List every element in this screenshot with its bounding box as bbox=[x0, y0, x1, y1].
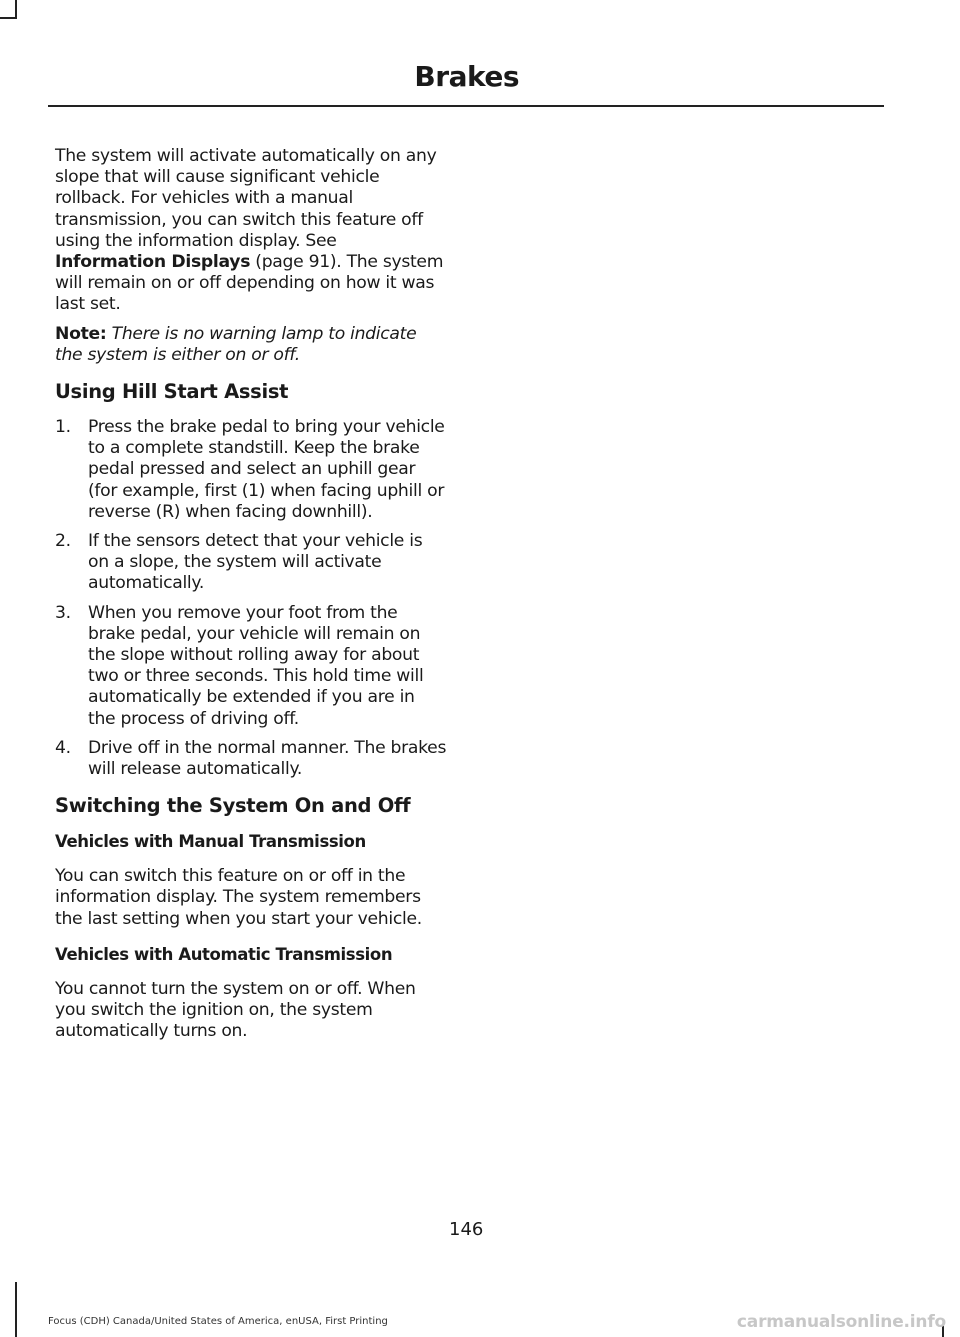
page-number: 146 bbox=[449, 1219, 484, 1240]
step-number: 3. bbox=[55, 602, 71, 623]
intro-text-2: (page 91). The system will remain on or off depending on how it was last set. bbox=[55, 252, 444, 315]
note-text: There is no warning lamp to indicate the system is either on or off. bbox=[55, 323, 417, 365]
section-heading-switching: Switching the System On and Off bbox=[55, 794, 411, 818]
list-item bbox=[55, 603, 447, 730]
automatic-paragraph: You cannot turn the system on or off. When you switch the ignition on, the system automatically turns on. bbox=[55, 978, 416, 1042]
crop-mark-top-left-h bbox=[0, 17, 17, 19]
list-item bbox=[55, 531, 447, 595]
intro-text-1: The system will activate automatically on any slope that will cause significant vehicle rollback. For vehicles with a manual transmission, you can switch this feature off using the information display. See bbox=[55, 146, 437, 251]
step-number: 2. bbox=[55, 531, 71, 552]
note-paragraph bbox=[55, 324, 447, 366]
intro-paragraph bbox=[55, 146, 447, 316]
header-divider bbox=[48, 105, 884, 107]
step-text: If the sensors detect that your vehicle is on a slope, the system will activate automatically. bbox=[88, 531, 423, 594]
manual-paragraph: You can switch this feature on or off in the information display. The system remembers the last setting when you start your vehicle. bbox=[55, 866, 422, 929]
step-text: When you remove your foot from the brake pedal, your vehicle will remain on the slope without rolling away for about two or three seconds. This hold time will automatically be extended if you are in the process of driving off. bbox=[88, 602, 424, 729]
subheading-manual: Vehicles with Manual Transmission bbox=[55, 832, 366, 852]
main-column bbox=[55, 146, 447, 1051]
footer-text: Focus (CDH) Canada/United States of America, enUSA, First Printing bbox=[48, 1316, 388, 1327]
step-number: 4. bbox=[55, 737, 71, 758]
note-label: Note: bbox=[55, 323, 107, 344]
page-title: Brakes bbox=[414, 60, 519, 93]
list-item bbox=[55, 417, 447, 523]
subheading-automatic: Vehicles with Automatic Transmission bbox=[55, 944, 393, 964]
crop-mark-bottom-left bbox=[15, 1282, 17, 1337]
information-displays-link[interactable]: Information Displays bbox=[55, 252, 251, 273]
list-item bbox=[55, 738, 447, 780]
step-number: 1. bbox=[55, 417, 71, 438]
section-heading-using: Using Hill Start Assist bbox=[55, 380, 289, 404]
watermark: carmanualsonline.info bbox=[736, 1312, 946, 1332]
step-text: Drive off in the normal manner. The brakes will release automatically. bbox=[88, 737, 447, 780]
step-text: Press the brake pedal to bring your vehicle to a complete standstill. Keep the brake pedal pressed and select an uphill gear (for example, first (1) when facing uphill or reverse (R) when facing downhill). bbox=[88, 417, 445, 522]
steps-list bbox=[55, 417, 447, 780]
